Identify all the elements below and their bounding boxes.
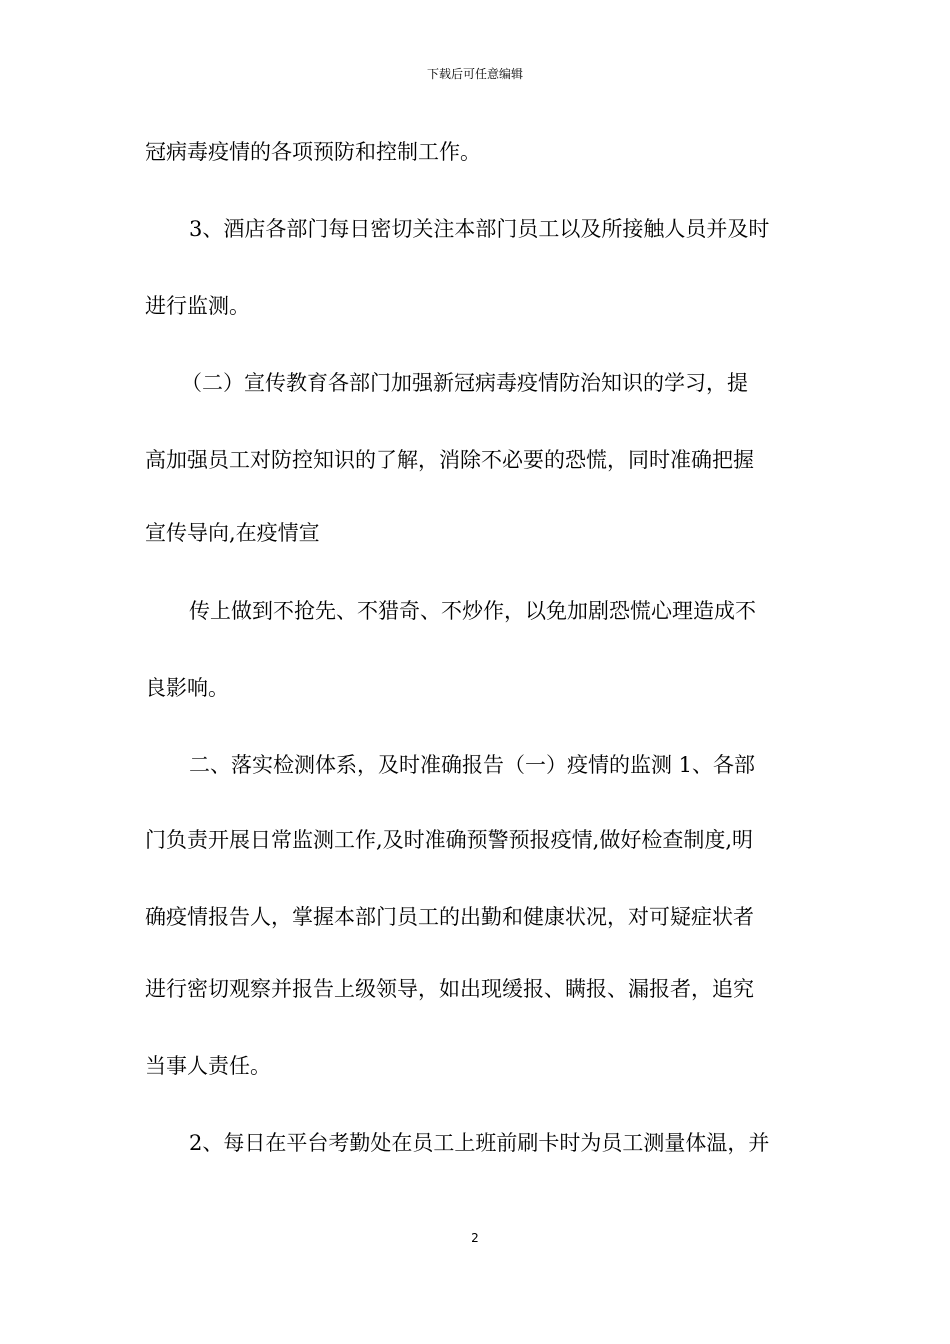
page-header: 下载后可任意编辑 — [426, 67, 523, 81]
body-line-14: 2、每日在平台考勤处在员工上班前刷卡时为员工测量体温，并 — [189, 1131, 770, 1155]
body-line-10: 门负责开展日常监测工作,及时准确预警预报疫情,做好检查制度,明 — [145, 828, 754, 852]
body-line-4: （二）宣传教育各部门加强新冠病毒疫情防治知识的学习，提 — [181, 371, 748, 395]
body-line-13: 当事人责任。 — [145, 1054, 271, 1078]
body-line-7: 传上做到不抢先、不猎奇、不炒作，以免加剧恐慌心理造成不 — [189, 599, 756, 623]
body-line-3: 进行监测。 — [145, 294, 250, 318]
body-line-2: 3、酒店各部门每日密切关注本部门员工以及所接触人员并及时 — [189, 217, 770, 241]
page-number: 2 — [471, 1231, 479, 1245]
body-line-5: 高加强员工对防控知识的了解，消除不必要的恐慌，同时准确把握 — [145, 448, 754, 472]
body-line-9: 二、落实检测体系，及时准确报告（一）疫情的监测 1、各部 — [189, 753, 756, 777]
body-line-12: 进行密切观察并报告上级领导，如出现缓报、瞒报、漏报者，追究 — [145, 977, 754, 1001]
body-line-1: 冠病毒疫情的各项预防和控制工作。 — [145, 140, 481, 164]
body-line-11: 确疫情报告人，掌握本部门员工的出勤和健康状况，对可疑症状者 — [145, 905, 754, 929]
body-line-8: 良影响。 — [145, 676, 229, 700]
body-line-6: 宣传导向,在疫情宣 — [145, 521, 320, 545]
